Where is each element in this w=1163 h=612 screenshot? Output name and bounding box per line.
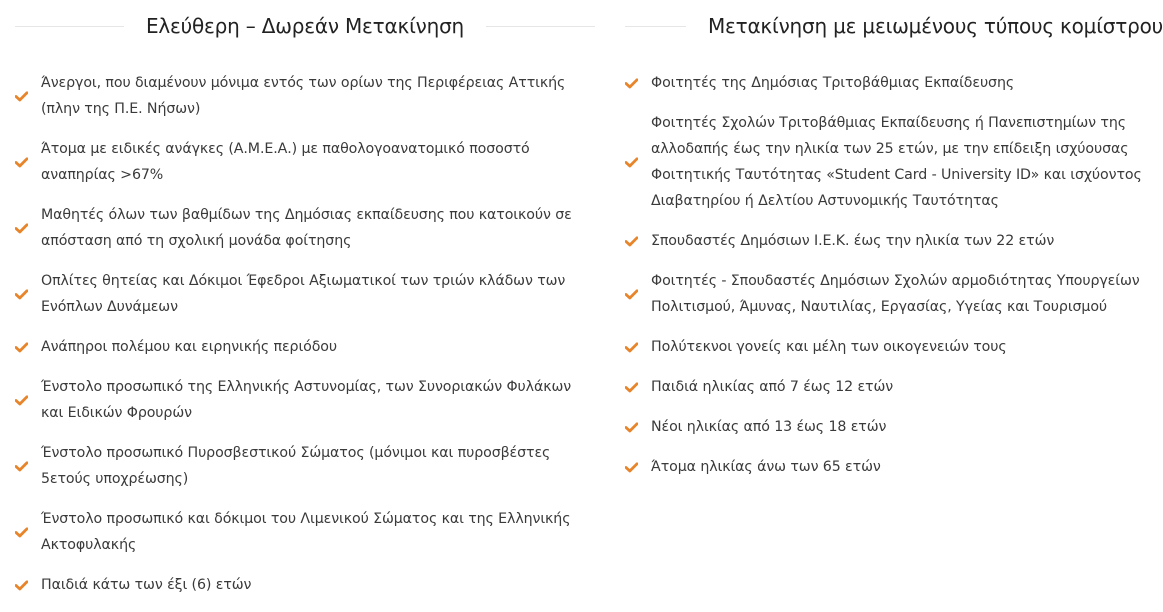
check-icon <box>15 342 41 353</box>
section-title: Μετακίνηση με μειωμένους τύπους κομίστρου <box>707 14 1163 38</box>
check-icon <box>625 289 651 300</box>
free-travel-list <box>15 70 595 598</box>
check-icon <box>15 395 41 406</box>
list-item-text: Άνεργοι, που διαμένουν μόνιμα εντός των ορίων της Περιφέρειας Αττικής (πλην της Π.Ε. Νήσων) <box>41 75 566 117</box>
list-item-text: Σπουδαστές Δημόσιων Ι.Ε.Κ. έως την ηλικία των 22 ετών <box>651 233 1055 249</box>
list-item-text: Φοιτητές Σχολών Τριτοβάθμιας Εκπαίδευσης ή Πανεπιστημίων της αλλοδαπής έως την ηλικία των 25 ετών, με την επίδειξη ισχύουσας Φοιτητικής Ταυτότητας «Student Card - University ID» και ισχύοντος Διαβατηρίου ή Δελτίου Αστυνομικής Ταυτότητας <box>651 115 1142 209</box>
check-icon <box>15 527 41 538</box>
reduced-fare-column <box>625 0 1163 494</box>
list-item-text: Φοιτητές - Σπουδαστές Δημόσιων Σχολών αρμοδιότητας Υπουργείων Πολιτισμού, Άμυνας, Ναυτιλίας, Εργασίας, Υγείας και Τουρισμού <box>651 273 1140 315</box>
check-icon <box>625 236 651 247</box>
list-item <box>15 70 595 122</box>
divider <box>625 26 686 27</box>
reduced-fare-list <box>625 70 1163 480</box>
check-icon <box>625 157 651 168</box>
list-item <box>15 506 595 558</box>
list-item-text: Άτομα ηλικίας άνω των 65 ετών <box>651 459 881 475</box>
check-icon <box>15 461 41 472</box>
section-title: Ελεύθερη – Δωρεάν Μετακίνηση <box>145 14 465 38</box>
reduced-fare-heading <box>625 0 1163 52</box>
list-item <box>625 334 1163 360</box>
check-icon <box>15 157 41 168</box>
list-item-text: Ένστολο προσωπικό της Ελληνικής Αστυνομίας, των Συνοριακών Φυλάκων και Ειδικών Φρουρών <box>41 379 572 421</box>
free-travel-column <box>15 0 595 612</box>
list-item <box>625 414 1163 440</box>
check-icon <box>15 223 41 234</box>
list-item-text: Άτομα με ειδικές ανάγκες (Α.Μ.Ε.Α.) με παθολογοανατομικό ποσοστό αναπηρίας >67% <box>41 141 530 183</box>
list-item-text: Ανάπηροι πολέμου και ειρηνικής περιόδου <box>41 339 337 355</box>
list-item-text: Ένστολο προσωπικό και δόκιμοι του Λιμενικού Σώματος και της Ελληνικής Ακτοφυλακής <box>41 511 571 553</box>
check-icon <box>625 382 651 393</box>
list-item <box>625 454 1163 480</box>
check-icon <box>625 78 651 89</box>
list-item <box>15 572 595 598</box>
check-icon <box>625 342 651 353</box>
list-item <box>15 334 595 360</box>
check-icon <box>15 91 41 102</box>
divider <box>486 26 595 27</box>
free-travel-heading <box>15 0 595 52</box>
list-item <box>625 70 1163 96</box>
list-item <box>15 268 595 320</box>
list-item-text: Μαθητές όλων των βαθμίδων της Δημόσιας εκπαίδευσης που κατοικούν σε απόσταση από τη σχολική μονάδα φοίτησης <box>41 207 572 249</box>
list-item <box>625 268 1163 320</box>
list-item <box>15 374 595 426</box>
list-item <box>15 440 595 492</box>
list-item-text: Φοιτητές της Δημόσιας Τριτοβάθμιας Εκπαίδευσης <box>651 75 1015 91</box>
list-item <box>625 374 1163 400</box>
list-item <box>625 110 1163 214</box>
list-item <box>625 228 1163 254</box>
list-item-text: Ένστολο προσωπικό Πυροσβεστικού Σώματος (μόνιμοι και πυροσβέστες 5ετούς υποχρέωσης) <box>41 445 551 487</box>
list-item-text: Πολύτεκνοι γονείς και μέλη των οικογενειών τους <box>651 339 1007 355</box>
check-icon <box>15 289 41 300</box>
list-item-text: Παιδιά κάτω των έξι (6) ετών <box>41 577 252 593</box>
divider <box>15 26 124 27</box>
list-item-text: Παιδιά ηλικίας από 7 έως 12 ετών <box>651 379 894 395</box>
list-item <box>15 136 595 188</box>
check-icon <box>15 580 41 591</box>
list-item-text: Νέοι ηλικίας από 13 έως 18 ετών <box>651 419 887 435</box>
list-item-text: Οπλίτες θητείας και Δόκιμοι Έφεδροι Αξιωματικοί των τριών κλάδων των Ενόπλων Δυνάμεων <box>41 273 566 315</box>
list-item <box>15 202 595 254</box>
check-icon <box>625 422 651 433</box>
check-icon <box>625 462 651 473</box>
